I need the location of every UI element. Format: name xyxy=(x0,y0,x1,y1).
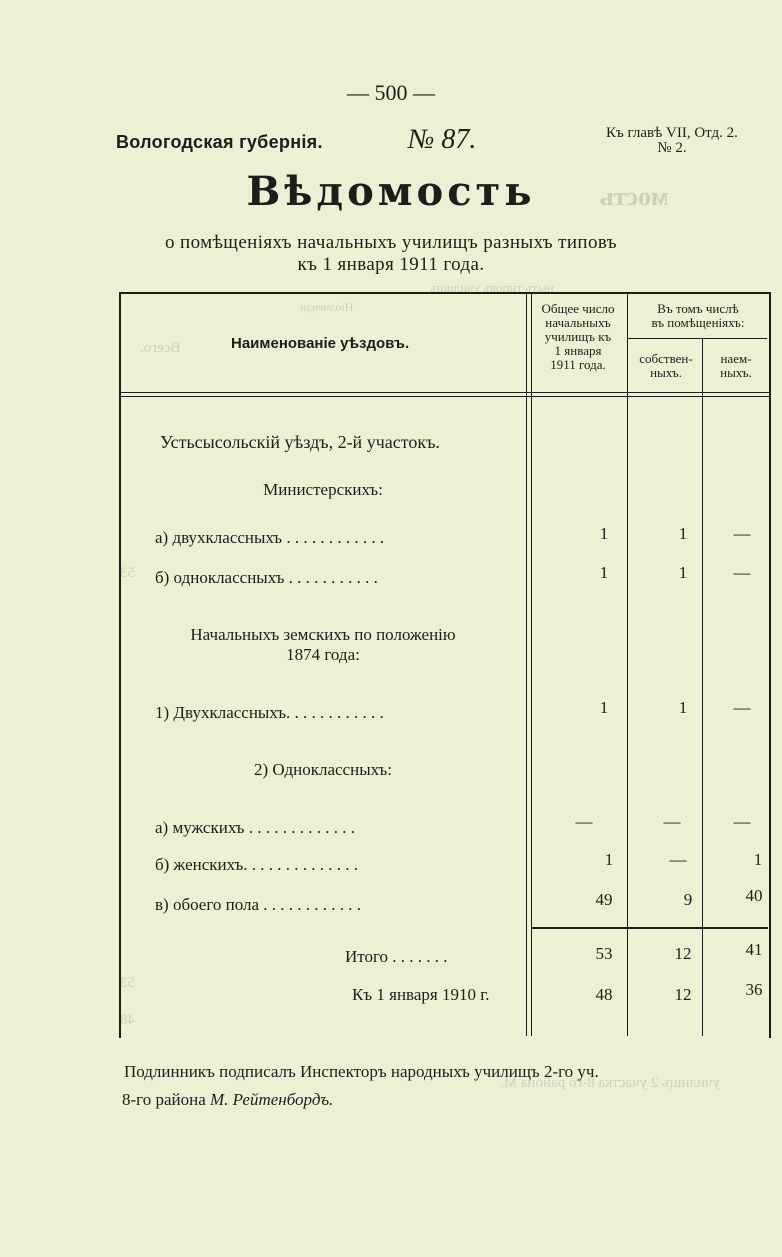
header-line: собствен- xyxy=(639,351,693,366)
document-number: № 87. xyxy=(408,124,477,155)
header-total-schools xyxy=(528,302,628,372)
signature-line-2 xyxy=(122,1086,599,1114)
header-rented-premises xyxy=(704,352,768,380)
district-name: Устьсысольскій уѣздъ, 2-й участокъ. xyxy=(160,432,440,452)
section-one-class: 2) Одноклассныхъ: xyxy=(254,760,392,779)
subtitle-line: о помѣщеніяхъ начальныхъ училищъ разныхъ типовъ xyxy=(165,232,617,253)
column-divider xyxy=(531,294,532,1036)
cell-rented: 40 xyxy=(745,886,763,905)
chapter-reference xyxy=(606,126,738,156)
cell-rented: — xyxy=(733,698,751,717)
header-line: 1911 года. xyxy=(550,357,606,372)
section-zemstvo xyxy=(123,625,523,665)
cell-own: — xyxy=(669,850,687,869)
row-label: в) обоего пола . . . . . . . . . . . . xyxy=(155,895,362,914)
bleed-through-text: мость xyxy=(600,182,669,211)
prev-cell-rented: 36 xyxy=(745,980,763,999)
cell-rented: — xyxy=(733,524,751,543)
row-label: а) мужскихъ . . . . . . . . . . . . . xyxy=(155,818,355,837)
bleed-through-text: Всего. xyxy=(140,340,181,356)
cell-total: 1 xyxy=(599,563,609,582)
inspector-name: М. Рейтенбордъ. xyxy=(210,1090,334,1109)
row-label: а) двухклассныхъ . . . . . . . . . . . . xyxy=(155,528,385,547)
header-line: въ помѣщеніяхъ: xyxy=(651,315,745,330)
district-ref: 8-го района xyxy=(122,1090,206,1109)
signature-line: Подлинникъ подписалъ Инспекторъ народныхъ училищъ 2-го уч. xyxy=(124,1062,599,1081)
cell-total: 1 xyxy=(604,850,614,869)
header-line: ныхъ. xyxy=(720,365,752,380)
header-rule xyxy=(119,392,769,393)
cell-total: — xyxy=(575,812,593,831)
prev-cell-own: 12 xyxy=(674,985,692,1004)
subtitle-line: къ 1 января 1911 года. xyxy=(297,254,485,275)
cell-own: 1 xyxy=(678,563,688,582)
cell-own: — xyxy=(663,812,681,831)
bleed-through-text: 53 xyxy=(120,975,135,991)
header-own-premises xyxy=(629,352,703,380)
header-line: Общее число xyxy=(541,301,615,316)
cell-rented: — xyxy=(733,812,751,831)
subheader-rule xyxy=(627,338,767,339)
prev-year-row-label: Къ 1 января 1910 г. xyxy=(352,985,490,1004)
bleed-through-text: 53 xyxy=(120,565,135,581)
header-line: Въ томъ числѣ xyxy=(657,301,739,316)
cell-own: 1 xyxy=(678,524,688,543)
cell-rented: — xyxy=(733,563,751,582)
bleed-through-text: Ніолчеоди xyxy=(300,300,354,314)
signature-note xyxy=(124,1058,599,1114)
cell-total: 1 xyxy=(599,698,609,717)
row-label: б) одноклассныхъ . . . . . . . . . . . xyxy=(155,568,378,587)
header-line: начальныхъ xyxy=(545,315,611,330)
cell-total: 1 xyxy=(599,524,609,543)
total-cell-total: 53 xyxy=(595,944,613,963)
section-line: 1874 года: xyxy=(286,645,360,664)
header-line: ныхъ. xyxy=(650,365,682,380)
chapter-reference-line: № 2. xyxy=(657,140,687,156)
province-heading: Вологодская губернія. xyxy=(116,132,323,152)
header-district-name: Наименованіе уѣздовъ. xyxy=(231,335,410,352)
section-ministry: Министерскихъ: xyxy=(263,480,383,499)
bleed-through-text: ныхъ типовъ училищъ xyxy=(430,280,554,295)
cell-total: 49 xyxy=(595,890,613,909)
total-row-label: Итого . . . . . . . xyxy=(345,947,448,966)
total-cell-own: 12 xyxy=(674,944,692,963)
document-title: Вѣдомость xyxy=(246,168,536,215)
column-divider xyxy=(702,338,703,1036)
header-rule xyxy=(119,396,769,397)
header-line: 1 января xyxy=(554,343,602,358)
cell-own: 1 xyxy=(678,698,688,717)
row-label: 1) Двухклассныхъ. . . . . . . . . . . . xyxy=(155,703,384,722)
header-line: наем- xyxy=(720,351,752,366)
total-cell-rented: 41 xyxy=(745,940,763,959)
document-subtitle xyxy=(0,232,782,276)
column-divider xyxy=(627,294,628,1036)
row-label: б) женскихъ. . . . . . . . . . . . . . xyxy=(155,855,359,874)
header-line: училищъ къ xyxy=(544,329,612,344)
page-number: — 500 — xyxy=(347,80,435,105)
cell-own: 9 xyxy=(683,890,693,909)
cell-rented: 1 xyxy=(753,850,763,869)
prev-cell-total: 48 xyxy=(595,985,613,1004)
bleed-through-text: училищъ 2 участка 8-го района М. xyxy=(500,1075,721,1091)
header-premises-group xyxy=(629,302,767,330)
chapter-reference-line: Къ главѣ VII, Отд. 2. xyxy=(606,125,738,141)
totals-rule xyxy=(532,927,768,929)
column-divider xyxy=(526,294,527,1036)
section-line: Начальныхъ земскихъ по положенію xyxy=(190,625,456,644)
bleed-through-text: 48 xyxy=(120,1012,135,1028)
